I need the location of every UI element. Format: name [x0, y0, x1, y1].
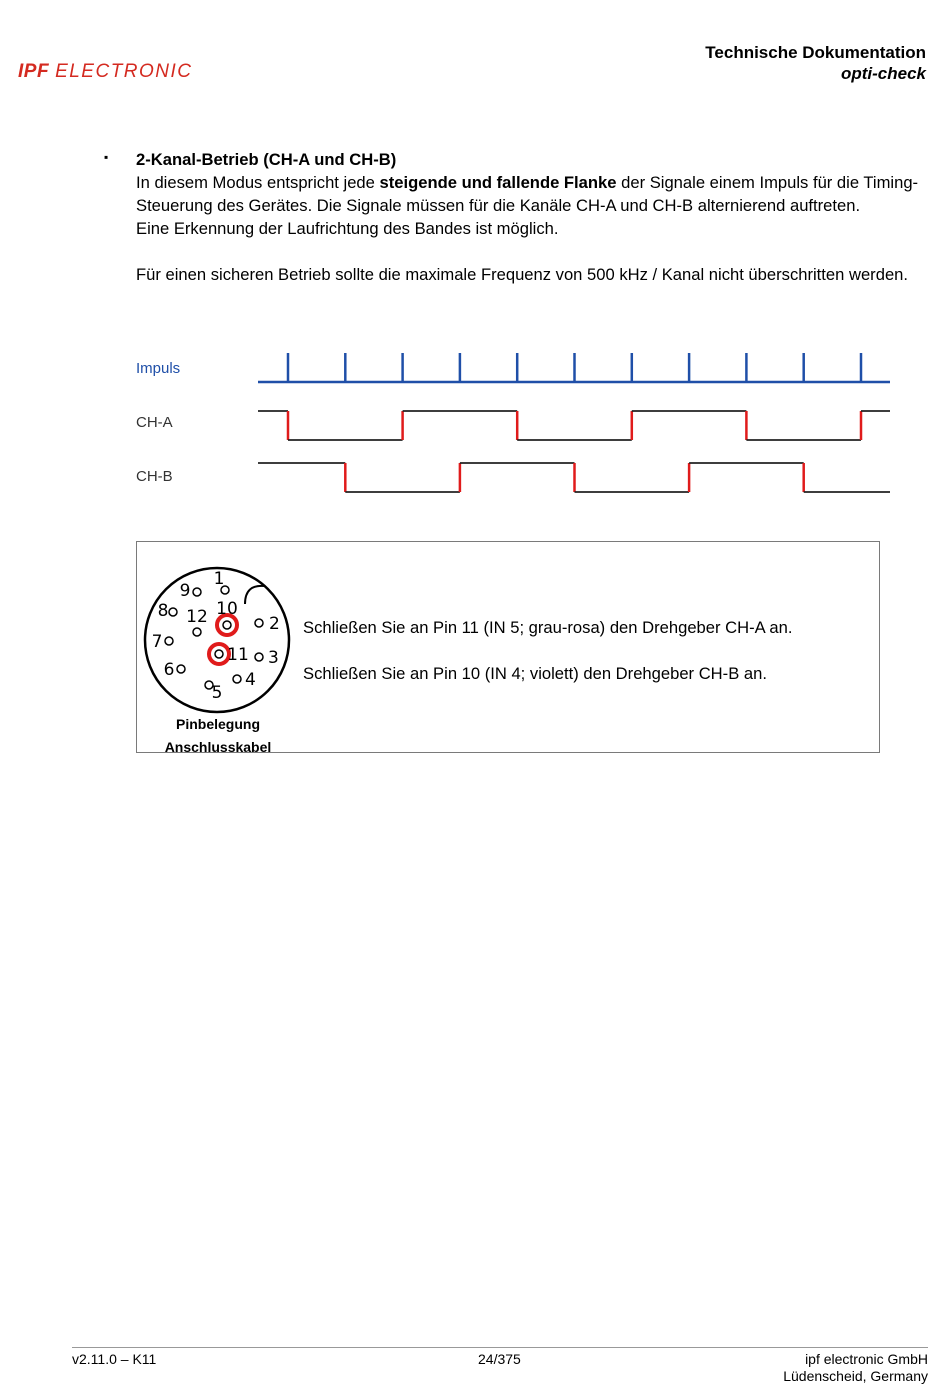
connector-key: [245, 586, 265, 604]
pin-instruction-chb: Schließen Sie an Pin 10 (IN 4; violett) den Drehgeber CH-B an.: [303, 664, 767, 683]
pin-4-hole: [233, 675, 241, 683]
pin-3-hole: [255, 653, 263, 661]
pinout-box: [136, 541, 880, 753]
pin-12-hole: [193, 628, 201, 636]
pinout-instructions: [303, 616, 792, 685]
connector-pins: [152, 569, 280, 703]
section-heading: 2-Kanal-Betrieb (CH-A und CH-B): [136, 150, 397, 169]
pin-8-label: 8: [157, 601, 169, 621]
bullet-marker: ▪: [104, 150, 109, 164]
pin-4-label: 4: [245, 670, 256, 690]
pin-5-label: 5: [211, 683, 223, 703]
footer-company: ipf electronic GmbH Lüdenscheid, Germany: [783, 1351, 928, 1384]
pin-instruction-cha: Schließen Sie an Pin 11 (IN 5; grau-rosa) den Drehgeber CH-A an.: [303, 618, 793, 637]
pin-10-label: 10: [216, 599, 238, 619]
pin-6-label: 6: [163, 660, 175, 680]
footer-divider: [72, 1347, 928, 1348]
pin-1-label: 1: [213, 569, 225, 589]
footer-page-number: 24/375: [478, 1351, 521, 1367]
section-paragraph-1: In diesem Modus entspricht jede steigende und fallende Flanke der Signale einem Impuls für die Timing-Steuerung des Gerätes. Die Signale müssen für die Kanäle CH-A und CH-B alternierend auftreten.: [136, 173, 919, 215]
section-paragraph-3: Für einen sicheren Betrieb sollte die maximale Frequenz von 500 kHz / Kanal nicht überschritten werden.: [136, 265, 909, 284]
pin-12-label: 12: [186, 607, 208, 627]
pin-3-label: 3: [268, 648, 279, 668]
section-paragraph-2: Eine Erkennung der Laufrichtung des Bandes ist möglich.: [136, 219, 559, 238]
pin-9-hole: [193, 588, 201, 596]
pin-2-label: 2: [269, 614, 280, 634]
label-chb: CH-B: [136, 468, 173, 485]
timing-waveforms: [130, 345, 900, 505]
section-2-kanal: [136, 148, 926, 286]
footer-version: v2.11.0 – K11: [72, 1351, 157, 1367]
timing-diagram: [130, 345, 900, 505]
logo-brand: IPF: [18, 61, 50, 82]
pin-9-label: 9: [179, 581, 191, 601]
pin-2-hole: [255, 619, 263, 627]
pin-11-highlight: [209, 644, 229, 664]
pin-7-hole: [165, 637, 173, 645]
pin-7-label: 7: [151, 632, 163, 652]
pin-11-label: 11: [227, 645, 249, 665]
company-logo: [18, 61, 193, 83]
pin-8-hole: [169, 608, 177, 616]
pin-10-hole: [223, 621, 231, 629]
pin-11-hole: [215, 650, 223, 658]
doc-title: Technische Dokumentation: [705, 43, 926, 62]
label-impuls: Impuls: [136, 360, 181, 377]
chb-signal: [258, 463, 890, 492]
product-name: opti-check: [840, 64, 926, 83]
label-cha: CH-A: [136, 414, 173, 431]
pin-6-hole: [177, 665, 185, 673]
pinout-caption: Pinbelegung Anschlusskabel: [164, 716, 272, 755]
cha-signal: [258, 411, 890, 440]
impuls-signal: [258, 353, 890, 382]
connector-pinout-diagram: [141, 564, 293, 716]
logo-name: ELECTRONIC: [55, 61, 193, 82]
